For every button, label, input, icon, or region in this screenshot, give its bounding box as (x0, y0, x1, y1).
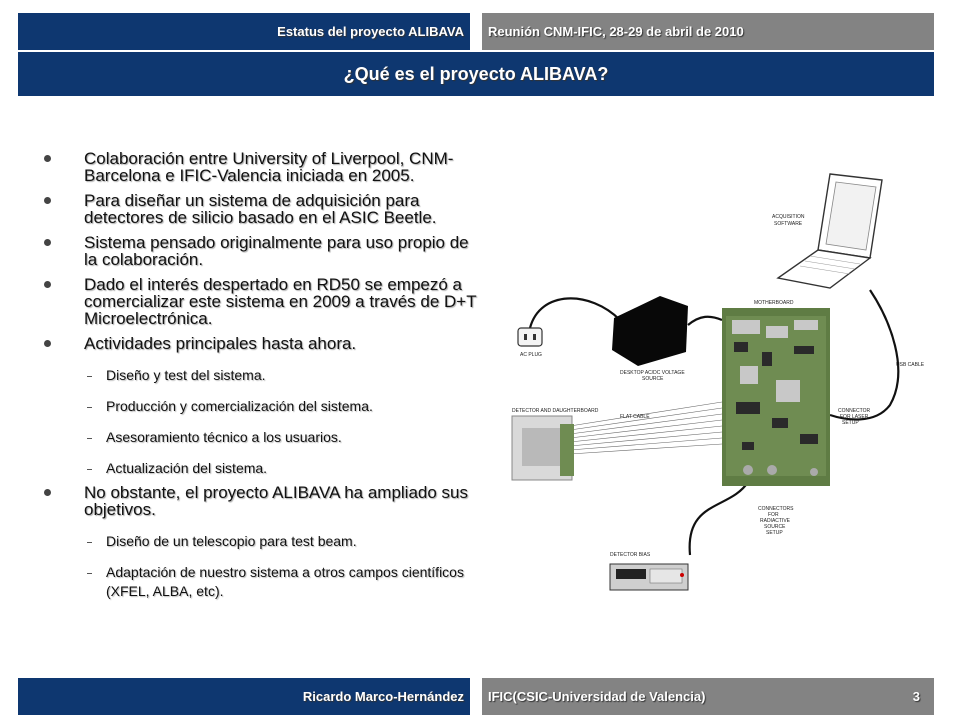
bullet-item (40, 150, 485, 184)
usb-cable (830, 290, 898, 419)
label-laser-3: SETUP (842, 420, 859, 426)
bullet-text: Para diseñar un sistema de adquisición para detectores de silicio basado en el ASIC Beetle. (84, 191, 437, 227)
header-right-text: Reunión CNM-IFIC, 28-29 de abril de 2010 (488, 24, 744, 39)
header-left (18, 13, 470, 50)
label-acquisition: ACQUISITION (772, 214, 805, 220)
sub-bullet-item (40, 532, 485, 551)
label-detector-daughter: DETECTOR AND DAUGHTERBOARD (512, 408, 599, 414)
footer-author: Ricardo Marco-Hernández (302, 689, 464, 704)
bullet-text: Dado el interés despertado en RD50 se empezó a comercializar este sistema en 2009 a través de D+T Microelectrónica. (84, 275, 477, 328)
sub-bullet-text: Asesoramiento técnico a los usuarios. (106, 429, 342, 445)
label-radiactive-2: FOR (768, 512, 779, 518)
label-acquisition-2: SOFTWARE (774, 221, 803, 227)
label-laser-2: FOR LASER (840, 414, 869, 420)
label-motherboard: MOTHERBOARD (754, 300, 794, 306)
bias-cable (690, 482, 748, 555)
header-right (482, 13, 934, 50)
motherboard-board (722, 308, 830, 486)
dash-icon (87, 469, 92, 470)
label-usb: USB CABLE (896, 362, 925, 368)
label-radiactive-1: CONNECTORS (758, 506, 794, 512)
dash-icon (87, 438, 92, 439)
label-radiactive-3: RADIACTIVE (760, 518, 791, 524)
power-cable (688, 317, 722, 325)
label-ac-plug: AC PLUG (520, 352, 542, 358)
bullet-dot-icon (44, 155, 51, 162)
sub-bullet-text: Producción y comercialización del sistema. (106, 398, 373, 414)
power-supply-icon (612, 296, 688, 366)
bullet-text: No obstante, el proyecto ALIBAVA ha ampliado sus objetivos. (84, 483, 468, 519)
footer-institution: IFIC(CSIC-Universidad de Valencia) (488, 689, 706, 704)
system-diagram (510, 170, 930, 610)
sub-bullet-text: Diseño y test del sistema. (106, 367, 266, 383)
header-left-text: Estatus del proyecto ALIBAVA (277, 24, 464, 39)
detector-board-icon (512, 416, 574, 480)
bullet-item (40, 335, 485, 352)
footer-left (18, 678, 470, 715)
detector-bias-icon (610, 564, 688, 590)
sub-bullet-item (40, 563, 485, 601)
bullet-text: Colaboración entre University of Liverpool, CNM-Barcelona e IFIC-Valencia iniciada en 2005. (84, 149, 454, 185)
dash-icon (87, 542, 92, 543)
label-radiactive-4: SOURCE (764, 524, 786, 530)
label-bias: DETECTOR BIAS (610, 552, 651, 558)
dash-icon (87, 573, 92, 574)
page-number: 3 (912, 689, 920, 704)
sub-bullet-item (40, 397, 485, 416)
label-flat-cable: FLAT CABLE (620, 414, 650, 420)
bullet-dot-icon (44, 340, 51, 347)
ac-cable (530, 298, 620, 328)
laptop-icon (778, 174, 882, 288)
sub-bullet-text: Adaptación de nuestro sistema a otros campos científicos (XFEL, ALBA, etc). (106, 564, 464, 599)
dash-icon (87, 407, 92, 408)
bullet-text: Actividades principales hasta ahora. (84, 334, 357, 353)
bullet-dot-icon (44, 281, 51, 288)
sub-bullet-text: Actualización del sistema. (106, 460, 268, 476)
ac-plug-icon (518, 328, 542, 346)
title-bar (18, 52, 934, 96)
bullet-list (40, 150, 485, 613)
slide-title: ¿Qué es el proyecto ALIBAVA? (343, 63, 609, 84)
bullet-dot-icon (44, 489, 51, 496)
label-laser-1: CONNECTOR (838, 408, 871, 414)
sub-bullet-text: Diseño de un telescopio para test beam. (106, 533, 357, 549)
bullet-dot-icon (44, 239, 51, 246)
bullet-text: Sistema pensado originalmente para uso propio de la colaboración. (84, 233, 469, 269)
label-desktop-2: SOURCE (642, 376, 664, 382)
bullet-item (40, 276, 485, 327)
label-desktop: DESKTOP AC/DC VOLTAGE (620, 370, 685, 376)
bullet-item (40, 234, 485, 268)
bullet-item (40, 484, 485, 518)
bullet-item (40, 192, 485, 226)
dash-icon (87, 376, 92, 377)
label-radiactive-5: SETUP (766, 530, 783, 536)
sub-bullet-item (40, 366, 485, 385)
footer-right (482, 678, 934, 715)
sub-bullet-item (40, 428, 485, 447)
bullet-dot-icon (44, 197, 51, 204)
sub-bullet-item (40, 459, 485, 478)
